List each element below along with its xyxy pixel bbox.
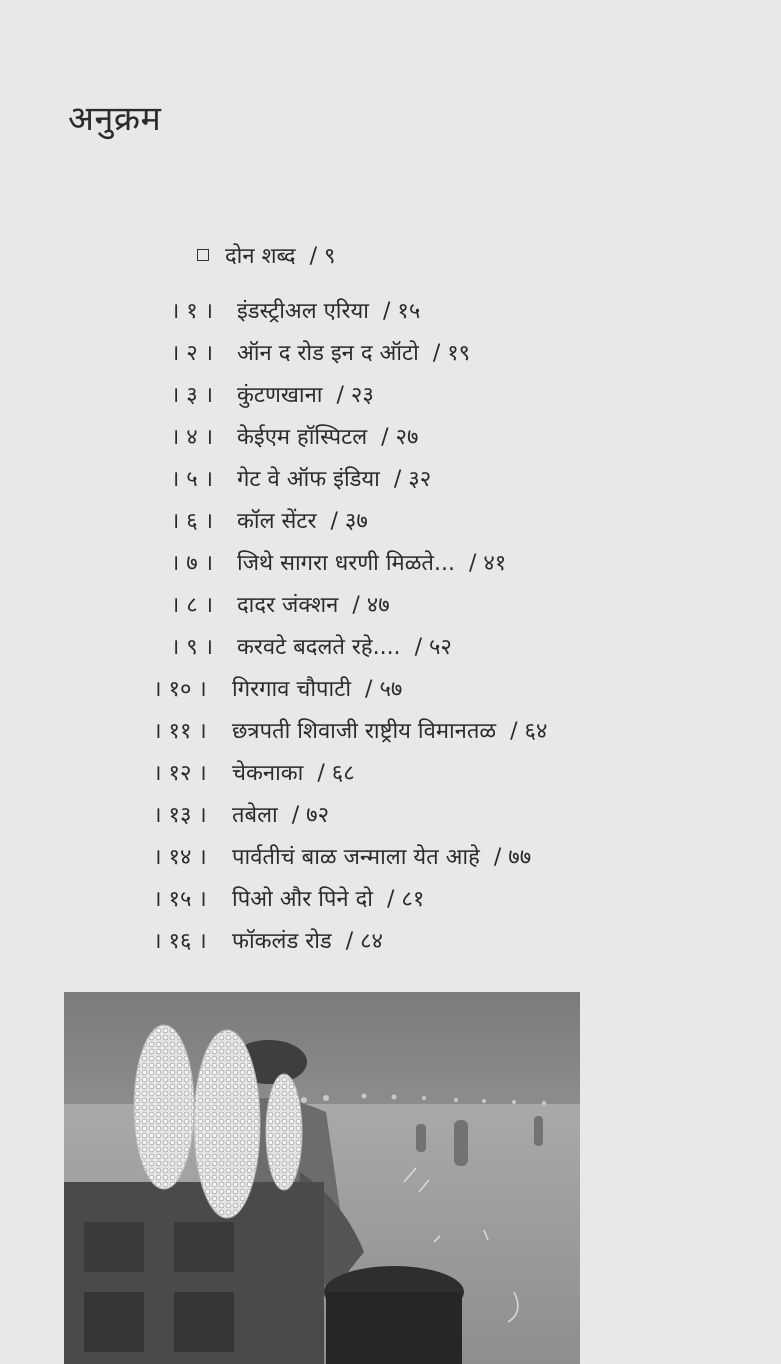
toc-entry — [136, 838, 531, 878]
chapter-title: कॉल सेंटर — [237, 509, 317, 534]
chapter-title: कुंटणखाना — [237, 383, 323, 408]
chapter-title: गिरगाव चौपाटी — [232, 677, 352, 702]
chapter-page: / ८१ — [386, 887, 425, 912]
chapter-page: / ७७ — [493, 845, 532, 870]
chapter-number: । १६ । — [153, 929, 207, 954]
chapter-page: / ५७ — [365, 677, 403, 702]
preface-title: दोन शब्द — [225, 244, 296, 269]
toc-entry — [136, 880, 424, 920]
chapter-number: । ९ । — [170, 635, 214, 660]
chapter-title: पार्वतीचं बाळ जन्माला येत आहे — [232, 845, 480, 870]
chapter-title: दादर जंक्शन — [237, 593, 339, 618]
toc-entry — [155, 460, 431, 500]
toc-entry — [155, 418, 418, 458]
toc-entry — [155, 586, 390, 626]
chapter-page: / २७ — [381, 425, 419, 450]
chapter-page: / ३७ — [330, 509, 368, 534]
beach-photo — [64, 992, 580, 1364]
toc-entry — [155, 292, 420, 332]
chapter-page: / २३ — [336, 383, 374, 408]
chapter-title: चेकनाका — [232, 761, 304, 786]
toc-entry — [136, 712, 547, 752]
chapter-title: छत्रपती शिवाजी राष्ट्रीय विमानतळ — [232, 719, 497, 744]
chapter-number: । ५ । — [170, 467, 214, 492]
chapter-title: फॉकलंड रोड — [232, 929, 332, 954]
toc-entry — [136, 922, 383, 962]
chapter-title: तबेला — [232, 803, 278, 828]
chapter-page: / ५२ — [414, 635, 452, 660]
chapter-number: । ७ । — [170, 551, 214, 576]
chapter-number: । २ । — [170, 341, 214, 366]
chapter-page: / ४७ — [352, 593, 390, 618]
square-bullet-icon — [197, 249, 209, 261]
chapter-number: । ४ । — [170, 425, 214, 450]
chapter-number: । ८ । — [170, 593, 214, 618]
toc-entry — [155, 544, 506, 584]
chapter-title: ऑन द रोड इन द ऑटो — [237, 341, 419, 366]
chapter-page: / १९ — [432, 341, 471, 366]
toc-entry — [136, 670, 402, 710]
toc-entry — [136, 754, 355, 794]
chapter-number: । १५ । — [153, 887, 207, 912]
page-title: अनुक्रम — [68, 99, 162, 139]
chapter-page: / ४१ — [468, 551, 507, 576]
toc-entry — [155, 628, 452, 668]
chapter-page: / ६८ — [317, 761, 355, 786]
chapter-page: / ८४ — [345, 929, 383, 954]
chapter-number: । १० । — [153, 677, 207, 702]
toc-entry — [155, 502, 368, 542]
preface-page: / ९ — [309, 244, 336, 269]
chapter-page: / ३२ — [393, 467, 432, 492]
toc-entry — [155, 376, 374, 416]
chapter-title: जिथे सागरा धरणी मिळते... — [237, 551, 455, 576]
chapter-number: । ६ । — [170, 509, 214, 534]
chapter-page: / ६४ — [510, 719, 548, 744]
chapter-title: केईएम हॉस्पिटल — [237, 425, 368, 450]
chapter-number: । ३ । — [170, 383, 214, 408]
chapter-number: । १४ । — [153, 845, 207, 870]
chapter-page: / ७२ — [291, 803, 330, 828]
chapter-title: इंडस्ट्रीअल एरिया — [237, 299, 369, 324]
chapter-page: / १५ — [382, 299, 421, 324]
chapter-number: । ११ । — [153, 719, 207, 744]
chapter-title: गेट वे ऑफ इंडिया — [237, 467, 380, 492]
toc-entry — [155, 334, 470, 374]
toc-preface — [197, 240, 335, 270]
toc-entry — [136, 796, 329, 836]
chapter-title: पिओ और पिने दो — [232, 887, 373, 912]
chapter-number: । १ । — [170, 299, 214, 324]
chapter-number: । १३ । — [153, 803, 207, 828]
chapter-title: करवटे बदलते रहे.... — [237, 635, 401, 660]
corn-vendor-illustration — [64, 992, 580, 1364]
chapter-number: । १२ । — [153, 761, 207, 786]
